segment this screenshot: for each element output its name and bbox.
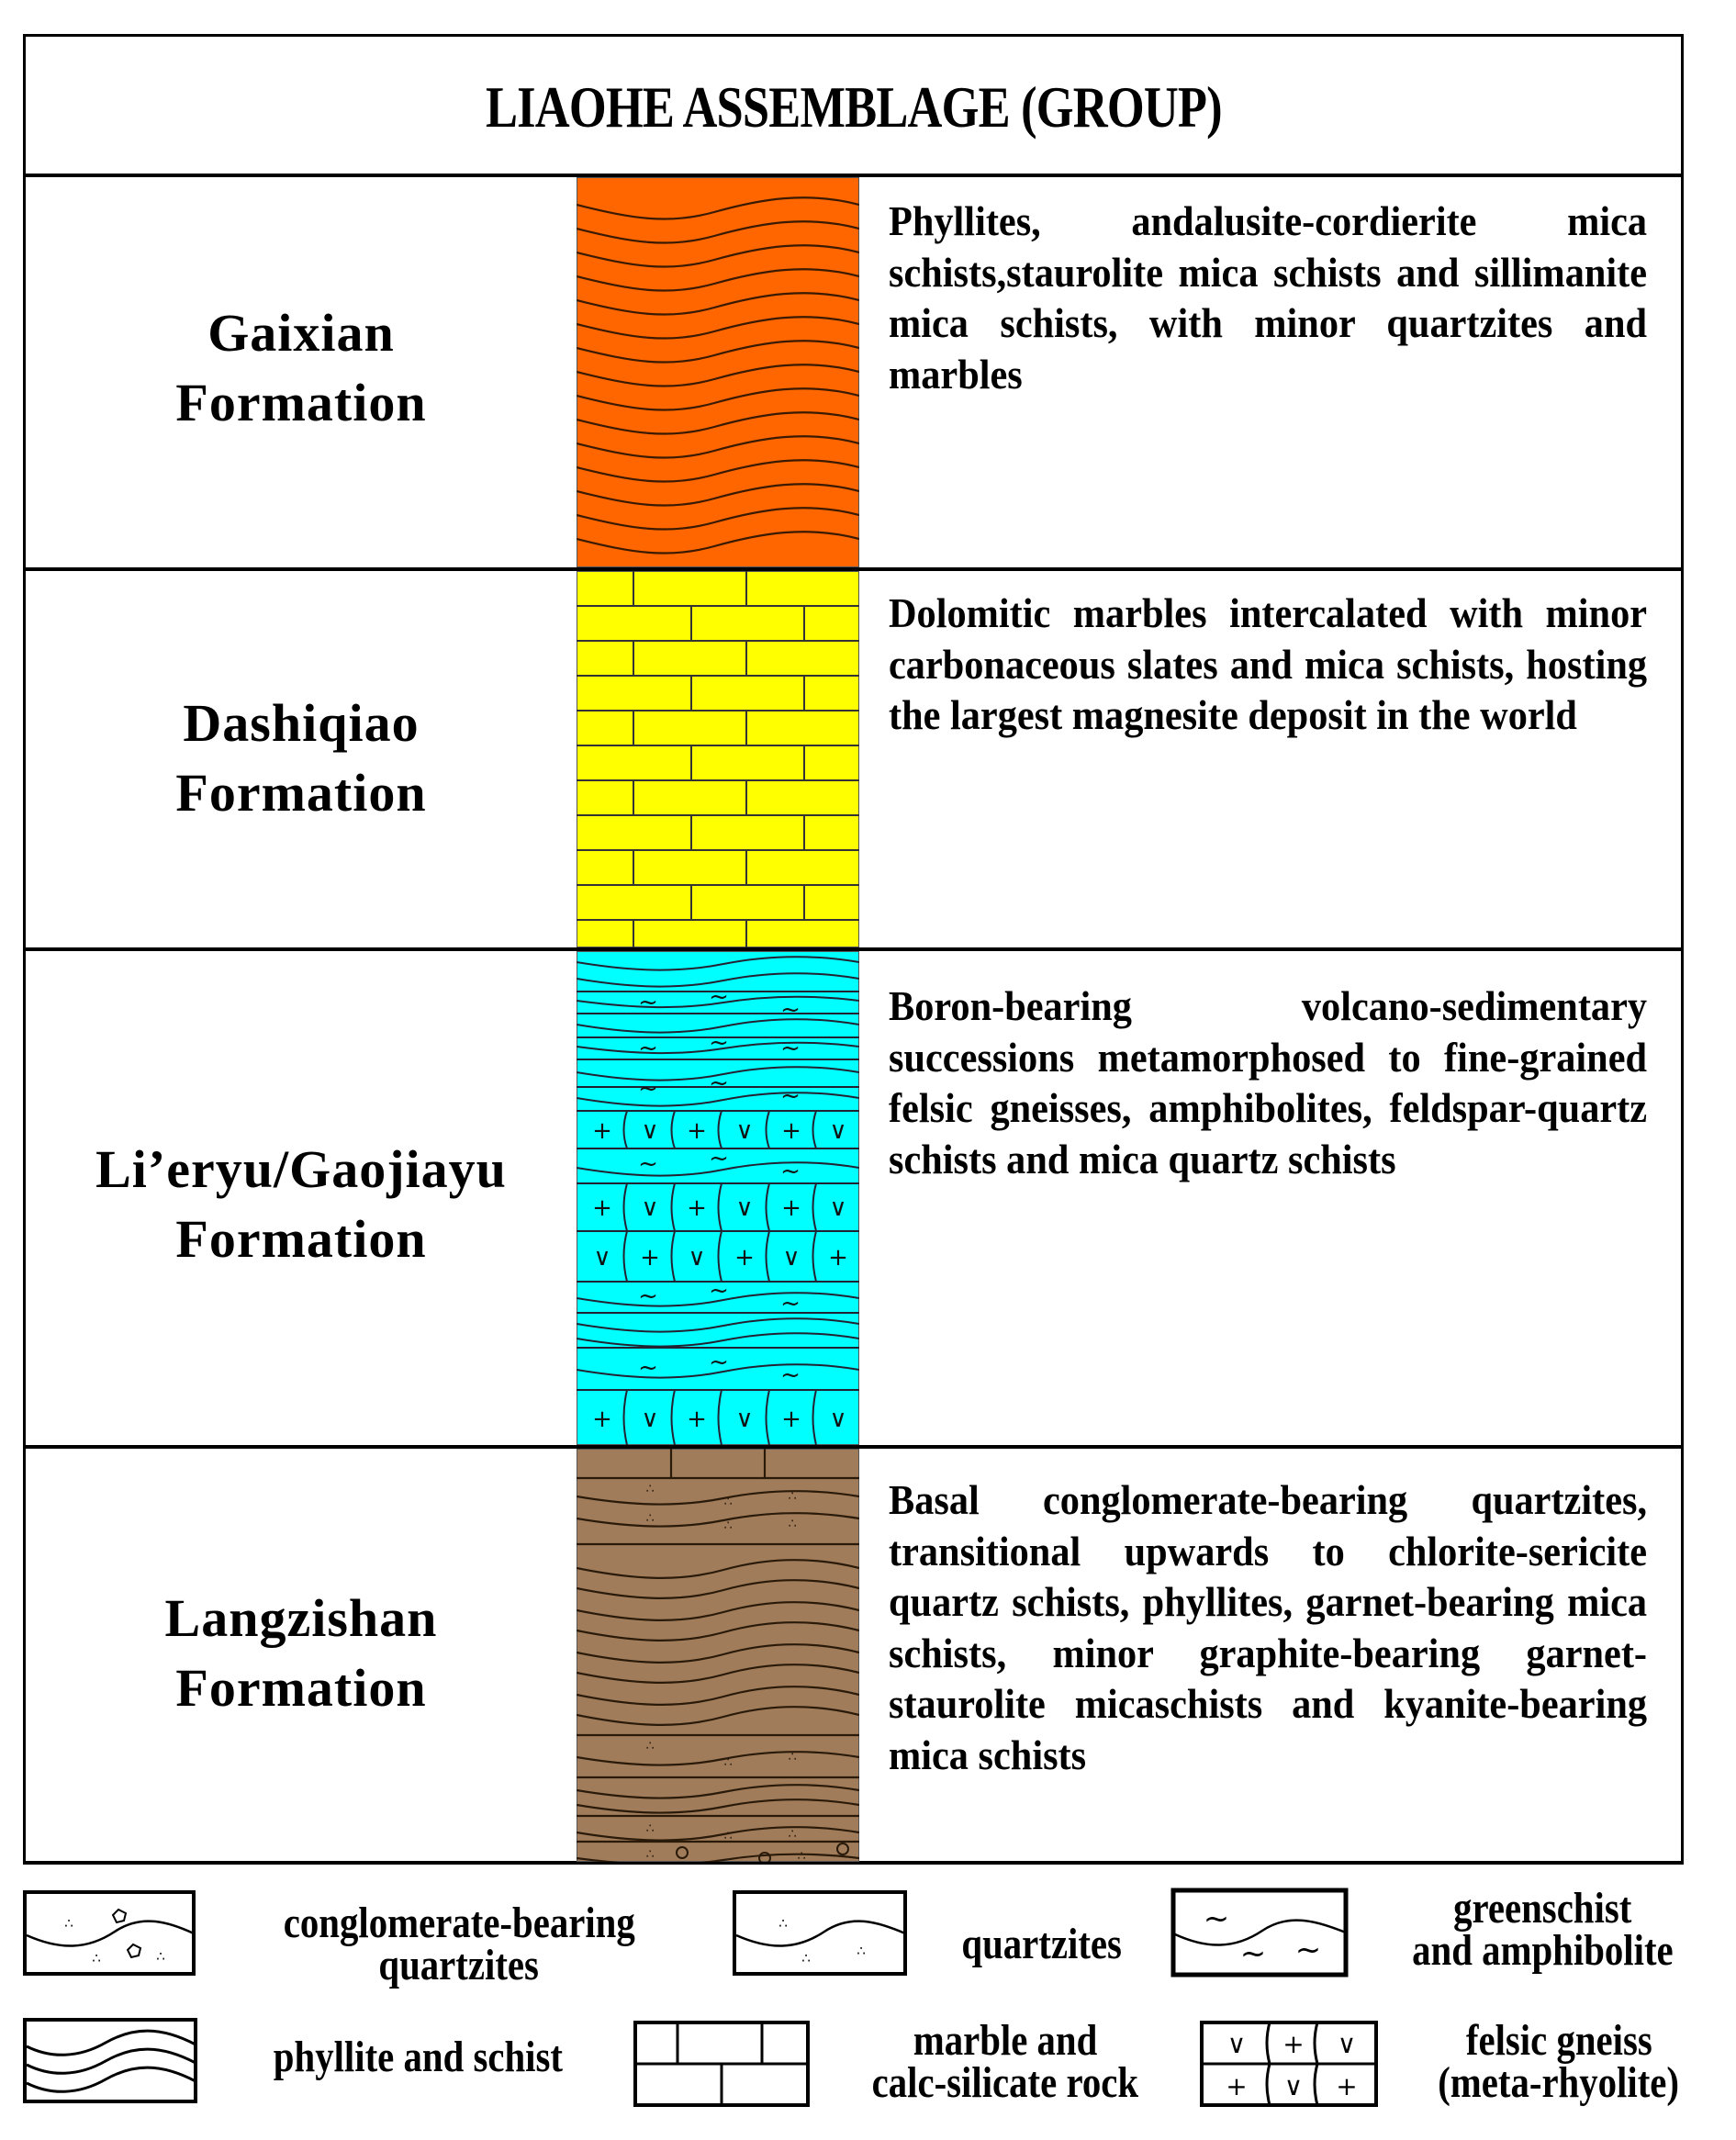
- svg-text:∨: ∨: [735, 1194, 754, 1222]
- svg-text:~: ~: [1239, 1935, 1267, 1972]
- formation-suffix: Formation: [175, 373, 427, 432]
- formation-name: Li’eryu/Gaojiayu: [95, 1139, 507, 1199]
- legend-label-line1: greenschist: [1452, 1884, 1632, 1933]
- svg-text:∴: ∴: [857, 1943, 866, 1959]
- svg-text:~: ~: [780, 1361, 801, 1389]
- svg-text:+: +: [734, 1244, 755, 1272]
- svg-text:∨: ∨: [735, 1406, 754, 1433]
- svg-text:∨: ∨: [1283, 2071, 1304, 2101]
- legend-label-felsic-gneiss: [1384, 2016, 1733, 2107]
- formation-name: Langzishan: [164, 1588, 438, 1648]
- svg-text:∨: ∨: [593, 1244, 611, 1272]
- svg-text:∴: ∴: [788, 1827, 797, 1842]
- svg-text:~: ~: [709, 1277, 729, 1305]
- svg-text:~: ~: [709, 983, 729, 1011]
- svg-text:∴: ∴: [797, 1849, 806, 1862]
- svg-text:~: ~: [780, 1035, 801, 1062]
- svg-text:∨: ∨: [641, 1406, 659, 1433]
- felsic-gneiss-symbol-icon: [1200, 2020, 1378, 2108]
- svg-text:~: ~: [709, 1029, 729, 1057]
- formation-label-gaixian: [26, 298, 577, 438]
- lithology-column-dashiqiao: [577, 571, 859, 947]
- formation-description-lieryu-gaojiayu: [889, 980, 1647, 1184]
- svg-text:~: ~: [709, 1145, 729, 1172]
- formation-suffix: Formation: [175, 1658, 427, 1718]
- legend-label-line1: felsic gneiss: [1465, 2016, 1652, 2065]
- svg-text:+: +: [687, 1406, 707, 1433]
- svg-text:+: +: [687, 1194, 707, 1222]
- conglomerate-quartzite-symbol-icon: [23, 1889, 196, 1977]
- diagram-title: [23, 37, 1684, 177]
- legend-label-quartzites: [918, 1920, 1166, 1968]
- description-text: Boron-bearing volcano-sedimentary successions metamorphosed to fine-grained felsic gneisses, amphibolites, feldspar-quartz schists and mica quartz schists: [889, 982, 1648, 1182]
- svg-text:~: ~: [709, 1070, 729, 1097]
- legend-label-line1: quartzites: [961, 1920, 1123, 1968]
- svg-text:∴: ∴: [723, 1518, 733, 1533]
- legend-label-line2: and amphibolite: [1411, 1926, 1674, 1975]
- svg-text:+: +: [1226, 2071, 1248, 2101]
- svg-text:+: +: [781, 1194, 801, 1222]
- quartzite-symbol-icon: [733, 1889, 907, 1977]
- svg-text:~: ~: [1294, 1932, 1322, 1968]
- svg-text:∴: ∴: [645, 1482, 655, 1496]
- description-text: Dolomitic marbles intercalated with minor carbonaceous slates and mica schists, hosting the largest magnesite deposit in the world: [889, 589, 1648, 738]
- svg-text:~: ~: [638, 1150, 658, 1178]
- lithology-column-lieryu-gaojiayu: [577, 951, 859, 1445]
- greenschist-symbol-icon: [1170, 1887, 1349, 1978]
- svg-text:+: +: [640, 1244, 660, 1272]
- description-text: Phyllites, andalusite-cordierite mica schists,staurolite mica schists and sillimanite mica schists, with minor quartzites and marbles: [889, 197, 1648, 398]
- svg-text:∨: ∨: [782, 1244, 801, 1272]
- svg-text:+: +: [687, 1117, 707, 1145]
- svg-text:+: +: [781, 1406, 801, 1433]
- legend-label-line2: (meta-rhyolite): [1438, 2058, 1680, 2107]
- svg-text:∴: ∴: [645, 1739, 655, 1753]
- svg-text:∨: ∨: [688, 1244, 706, 1272]
- svg-text:∴: ∴: [645, 1847, 655, 1862]
- formation-description-langzishan: [889, 1474, 1647, 1780]
- svg-text:~: ~: [780, 1082, 801, 1110]
- lithology-column-gaixian: [577, 177, 859, 567]
- svg-text:∨: ∨: [641, 1117, 659, 1145]
- svg-text:~: ~: [709, 1349, 729, 1376]
- svg-text:∴: ∴: [801, 1950, 811, 1966]
- svg-text:+: +: [781, 1117, 801, 1145]
- svg-text:~: ~: [638, 1283, 658, 1310]
- formation-label-dashiqiao: [26, 689, 577, 828]
- svg-text:~: ~: [638, 989, 658, 1016]
- svg-text:~: ~: [638, 1075, 658, 1103]
- description-text: Basal conglomerate-bearing quartzites, transitional upwards to chlorite-sericite quartz schists, phyllites, garnet-bearing mica schists, minor graphite-bearing garnet-staurolite micaschists and kyanite-bearing mica schists: [889, 1476, 1648, 1778]
- svg-text:∴: ∴: [723, 1829, 733, 1843]
- svg-text:+: +: [592, 1117, 612, 1145]
- svg-text:∴: ∴: [156, 1948, 165, 1965]
- svg-text:~: ~: [780, 1158, 801, 1185]
- svg-text:∴: ∴: [645, 1821, 655, 1836]
- formation-description-gaixian: [889, 196, 1647, 399]
- svg-text:∴: ∴: [645, 1511, 655, 1526]
- svg-text:∴: ∴: [64, 1915, 73, 1932]
- legend-label-greenschist-amphibolite: [1359, 1884, 1726, 1975]
- svg-text:∴: ∴: [723, 1755, 733, 1770]
- svg-text:~: ~: [780, 996, 801, 1024]
- formation-suffix: Formation: [175, 763, 427, 823]
- svg-text:∨: ∨: [829, 1406, 847, 1433]
- svg-text:+: +: [828, 1244, 848, 1272]
- svg-text:+: +: [1282, 2029, 1305, 2059]
- legend-label-line1: conglomerate-bearing: [283, 1899, 635, 1947]
- svg-text:~: ~: [638, 1354, 658, 1382]
- legend-label-conglomerate-quartzite: [207, 1899, 711, 1989]
- legend-label-line1: phyllite and schist: [273, 2033, 563, 2081]
- formation-name: Gaixian: [207, 303, 395, 363]
- formation-description-dashiqiao: [889, 588, 1647, 741]
- svg-text:~: ~: [1203, 1900, 1230, 1937]
- svg-text:∨: ∨: [1337, 2029, 1357, 2059]
- phyllite-symbol-icon: [23, 2017, 197, 2104]
- title-text: LIAOHE ASSEMBLAGE (GROUP): [485, 73, 1222, 140]
- svg-text:∴: ∴: [788, 1517, 797, 1531]
- formation-suffix: Formation: [175, 1209, 427, 1269]
- svg-text:~: ~: [780, 1290, 801, 1317]
- svg-text:∴: ∴: [788, 1750, 797, 1765]
- svg-text:∨: ∨: [1226, 2029, 1247, 2059]
- svg-text:+: +: [592, 1194, 612, 1222]
- svg-text:∨: ∨: [735, 1117, 754, 1145]
- svg-text:∨: ∨: [641, 1194, 659, 1222]
- svg-text:∴: ∴: [788, 1489, 797, 1504]
- marble-symbol-icon: [633, 2020, 810, 2108]
- legend-label-line2: quartzites: [378, 1941, 540, 1989]
- formation-name: Dashiqiao: [183, 693, 420, 753]
- svg-text:~: ~: [638, 1035, 658, 1062]
- formation-label-langzishan: [26, 1584, 577, 1723]
- svg-text:∨: ∨: [829, 1194, 847, 1222]
- svg-text:∴: ∴: [778, 1915, 788, 1932]
- legend-label-phyllite-schist: [216, 2033, 620, 2081]
- svg-text:∴: ∴: [92, 1950, 101, 1966]
- legend-label-line1: marble and: [913, 2016, 1098, 2065]
- svg-text:∴: ∴: [723, 1495, 733, 1509]
- formation-label-lieryu-gaojiayu: [26, 1135, 577, 1274]
- legend-label-marble-calc-silicate: [812, 2016, 1198, 2107]
- svg-text:+: +: [592, 1406, 612, 1433]
- svg-text:∨: ∨: [829, 1117, 847, 1145]
- svg-text:+: +: [1336, 2071, 1358, 2101]
- lithology-column-langzishan: [577, 1449, 859, 1862]
- legend-label-line2: calc-silicate rock: [871, 2058, 1139, 2107]
